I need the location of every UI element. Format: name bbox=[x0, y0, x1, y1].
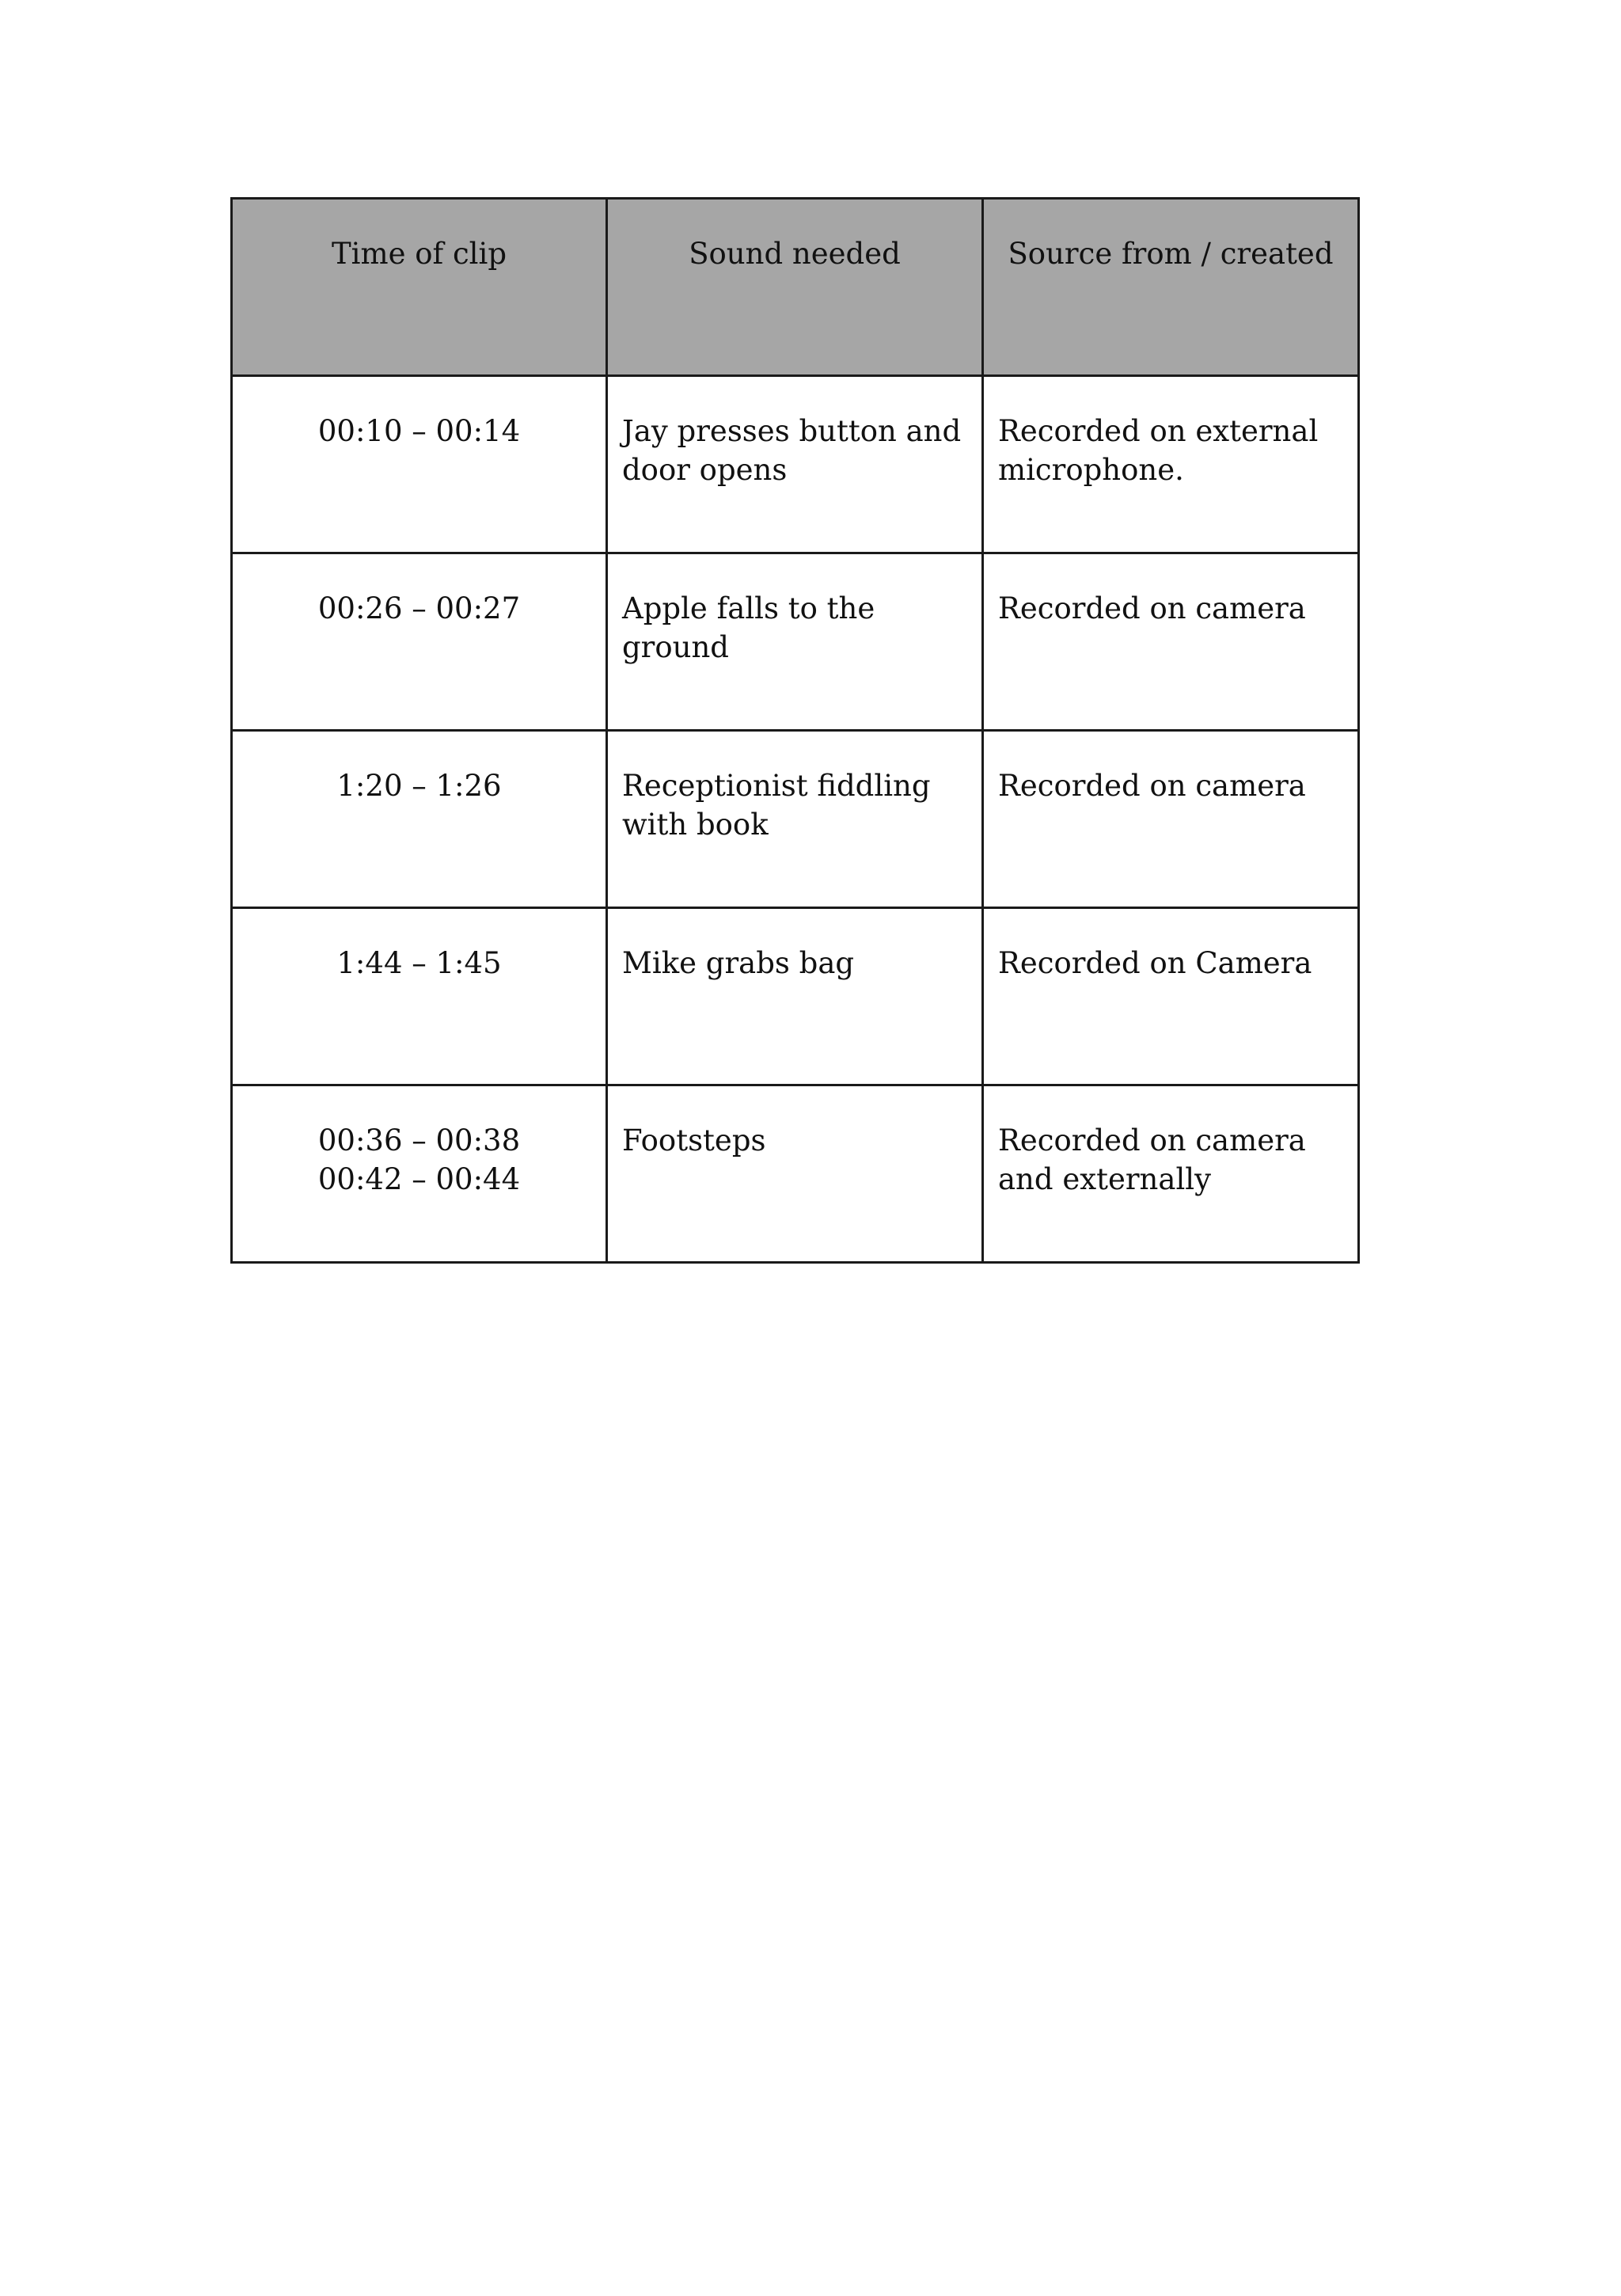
sound-cell: Footsteps bbox=[607, 1085, 983, 1263]
source-cell: Recorded on external microphone. bbox=[983, 376, 1359, 553]
table-row bbox=[232, 376, 1359, 553]
time-value: 00:42 – 00:44 bbox=[317, 1162, 521, 1196]
time-cell bbox=[232, 731, 607, 908]
table-row bbox=[232, 908, 1359, 1085]
time-value: 1:20 – 1:26 bbox=[336, 769, 502, 803]
time-value: 1:44 – 1:45 bbox=[336, 946, 502, 980]
sound-cell: Jay presses button and door opens bbox=[607, 376, 983, 553]
header-sound-needed: Sound needed bbox=[607, 199, 983, 376]
table-header-row bbox=[232, 199, 1359, 376]
sound-cell: Apple falls to the ground bbox=[607, 553, 983, 731]
time-value: 00:10 – 00:14 bbox=[317, 414, 521, 448]
time-cell bbox=[232, 553, 607, 731]
time-value: 00:26 – 00:27 bbox=[317, 591, 521, 625]
time-value: 00:36 – 00:38 bbox=[317, 1123, 521, 1158]
time-cell bbox=[232, 1085, 607, 1263]
source-cell: Recorded on Camera bbox=[983, 908, 1359, 1085]
source-cell: Recorded on camera bbox=[983, 731, 1359, 908]
source-cell: Recorded on camera bbox=[983, 553, 1359, 731]
sound-cell: Receptionist fiddling with book bbox=[607, 731, 983, 908]
table-row bbox=[232, 731, 1359, 908]
time-cell bbox=[232, 908, 607, 1085]
time-cell bbox=[232, 376, 607, 553]
sound-table bbox=[230, 197, 1360, 1264]
header-source: Source from / created bbox=[983, 199, 1359, 376]
table-row bbox=[232, 1085, 1359, 1263]
header-time-of-clip: Time of clip bbox=[232, 199, 607, 376]
source-cell: Recorded on camera and externally bbox=[983, 1085, 1359, 1263]
sound-cell: Mike grabs bag bbox=[607, 908, 983, 1085]
table-row bbox=[232, 553, 1359, 731]
